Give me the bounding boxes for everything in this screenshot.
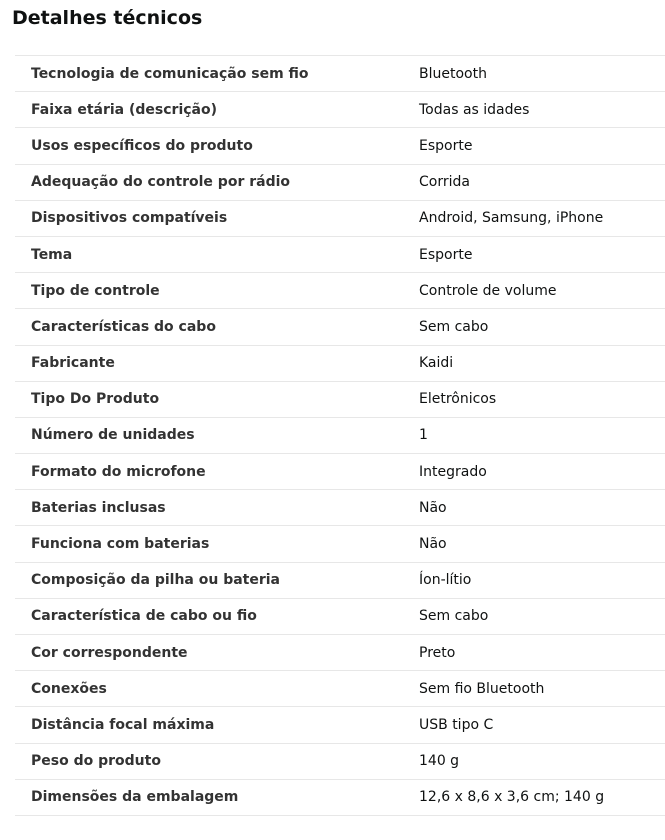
spec-row bbox=[15, 164, 665, 200]
spec-label: Conexões bbox=[31, 680, 107, 697]
spec-value: Todas as idades bbox=[419, 101, 530, 118]
spec-value: Controle de volume bbox=[419, 282, 557, 299]
spec-label: Composição da pilha ou bateria bbox=[31, 572, 281, 589]
spec-row bbox=[15, 779, 665, 815]
spec-value: 1 bbox=[419, 427, 428, 444]
spec-value: Sem cabo bbox=[419, 608, 489, 625]
spec-row bbox=[15, 598, 665, 634]
spec-value: Esporte bbox=[419, 137, 473, 154]
spec-value: Íon-lítio bbox=[419, 572, 472, 589]
spec-label: Tipo Do Produto bbox=[31, 391, 160, 408]
spec-row bbox=[15, 417, 665, 453]
spec-value: Esporte bbox=[419, 246, 473, 263]
spec-label: Cor correspondente bbox=[31, 644, 188, 661]
spec-row bbox=[15, 490, 665, 526]
spec-row bbox=[15, 128, 665, 164]
spec-row bbox=[15, 200, 665, 236]
spec-label: Tecnologia de comunicação sem fio bbox=[31, 65, 309, 82]
spec-row bbox=[15, 454, 665, 490]
spec-label: Adequação do controle por rádio bbox=[31, 174, 291, 191]
spec-value: Corrida bbox=[419, 174, 470, 191]
spec-label: Formato do microfone bbox=[31, 463, 206, 480]
spec-value: Kaidi bbox=[419, 355, 454, 372]
spec-row bbox=[15, 562, 665, 598]
spec-label: Funciona com baterias bbox=[31, 536, 210, 553]
spec-label: Distância focal máxima bbox=[31, 716, 215, 733]
spec-row bbox=[15, 635, 665, 671]
spec-value: Não bbox=[419, 499, 447, 516]
spec-value: Integrado bbox=[419, 463, 487, 480]
spec-label: Usos específicos do produto bbox=[31, 137, 253, 154]
spec-value: Sem fio Bluetooth bbox=[419, 680, 545, 697]
spec-row bbox=[15, 743, 665, 779]
spec-row bbox=[15, 236, 665, 272]
spec-label: Peso do produto bbox=[31, 753, 161, 770]
section-title: Detalhes técnicos bbox=[12, 7, 203, 29]
spec-value: 12,6 x 8,6 x 3,6 cm; 140 g bbox=[419, 789, 605, 806]
spec-value: Preto bbox=[419, 644, 456, 661]
spec-value: Eletrônicos bbox=[419, 391, 497, 408]
spec-value: Bluetooth bbox=[419, 65, 487, 82]
spec-label: Dimensões da embalagem bbox=[31, 789, 239, 806]
spec-value: 140 g bbox=[419, 753, 460, 770]
spec-row bbox=[15, 92, 665, 128]
technical-details-table bbox=[15, 55, 665, 816]
spec-label: Faixa etária (descrição) bbox=[31, 101, 218, 118]
spec-label: Características do cabo bbox=[31, 318, 216, 335]
spec-label: Fabricante bbox=[31, 355, 115, 372]
spec-row bbox=[15, 345, 665, 381]
spec-row bbox=[15, 273, 665, 309]
spec-label: Baterias inclusas bbox=[31, 499, 166, 516]
spec-label: Característica de cabo ou fio bbox=[31, 608, 257, 625]
spec-value: USB tipo C bbox=[419, 716, 494, 733]
spec-label: Tipo de controle bbox=[31, 282, 160, 299]
spec-row bbox=[15, 526, 665, 562]
spec-value: Sem cabo bbox=[419, 318, 489, 335]
spec-label: Tema bbox=[31, 246, 73, 263]
spec-row bbox=[15, 309, 665, 345]
spec-value: Não bbox=[419, 536, 447, 553]
spec-row bbox=[15, 381, 665, 417]
spec-row bbox=[15, 56, 665, 92]
spec-row bbox=[15, 707, 665, 743]
spec-label: Dispositivos compatíveis bbox=[31, 210, 228, 227]
spec-value: Android, Samsung, iPhone bbox=[419, 210, 604, 227]
spec-row bbox=[15, 671, 665, 707]
spec-label: Número de unidades bbox=[31, 427, 195, 444]
